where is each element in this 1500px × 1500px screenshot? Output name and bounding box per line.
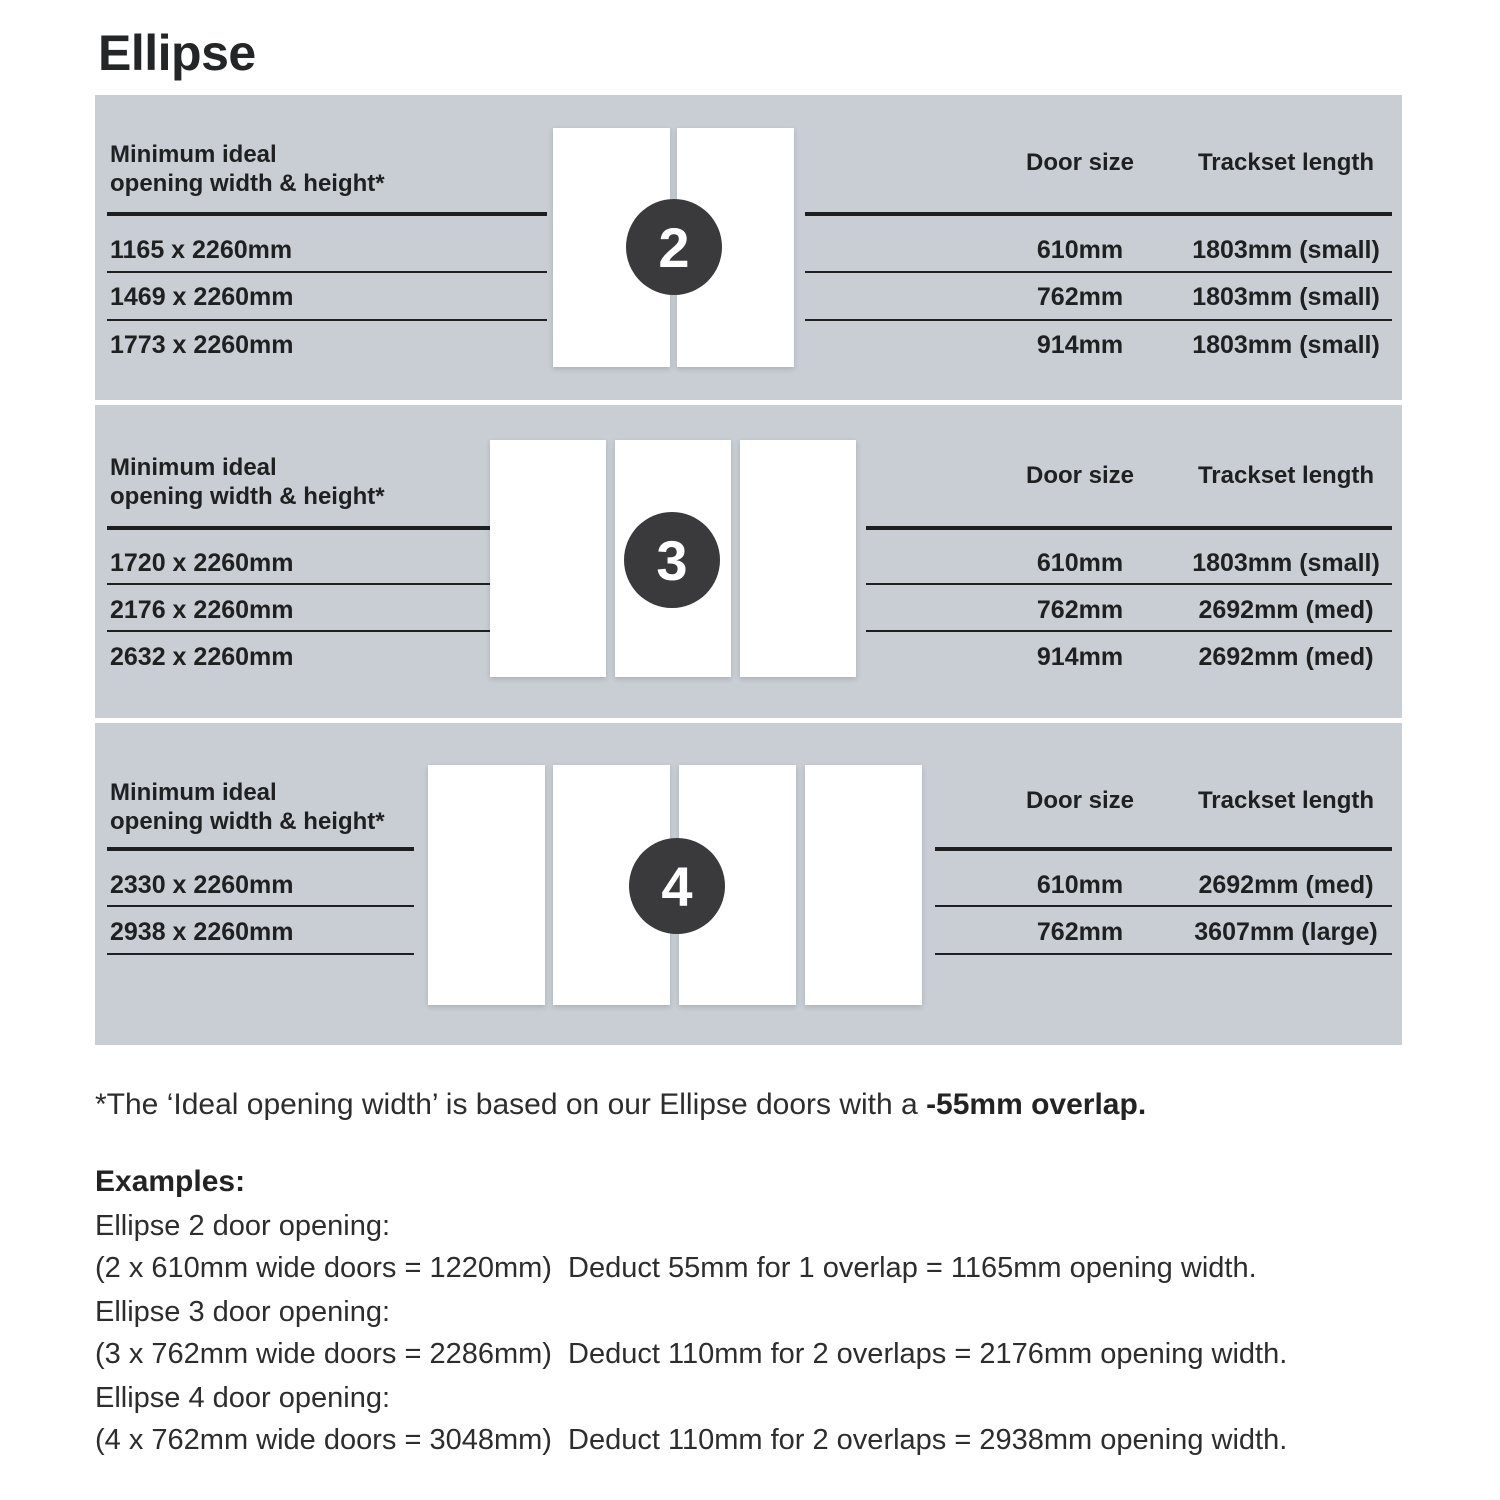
trackset-value: 3607mm (large) xyxy=(1194,918,1378,946)
row-rule xyxy=(107,953,414,955)
row-rule xyxy=(935,953,1392,955)
trackset-value: 1803mm (small) xyxy=(1192,236,1380,264)
door-panel xyxy=(428,765,545,1005)
footnote-bold: -55mm overlap. xyxy=(926,1088,1147,1121)
page-title: Ellipse xyxy=(98,25,256,81)
row-rule xyxy=(935,905,1392,907)
trackset-value: 2692mm (med) xyxy=(1198,596,1374,624)
opening-value: 2330 x 2260mm xyxy=(110,871,294,899)
trackset-length-header: Trackset length xyxy=(1197,462,1375,489)
opening-size-header-line1: Minimum ideal xyxy=(110,454,277,481)
door-panel xyxy=(805,765,922,1005)
example-detail: (4 x 762mm wide doors = 3048mm) Deduct 110mm for 2 overlaps = 2938mm opening width. xyxy=(95,1424,1288,1456)
section-4-door xyxy=(95,95,1402,1045)
door-count: 4 xyxy=(661,854,693,918)
door-size-value: 762mm xyxy=(1036,283,1124,311)
trackset-value: 1803mm (small) xyxy=(1192,331,1380,359)
example-detail: (2 x 610mm wide doors = 1220mm) Deduct 55mm for 1 overlap = 1165mm opening width. xyxy=(95,1252,1257,1284)
door-count: 2 xyxy=(658,215,690,279)
opening-value: 1165 x 2260mm xyxy=(110,236,293,264)
trackset-length-header: Trackset length xyxy=(1197,787,1375,814)
opening-value: 2632 x 2260mm xyxy=(110,643,294,671)
door-count-badge xyxy=(629,838,725,934)
example-label: Ellipse 2 door opening: xyxy=(95,1210,391,1242)
header-rule xyxy=(107,847,414,851)
opening-size-header-line1: Minimum ideal xyxy=(110,779,277,806)
opening-value: 2176 x 2260mm xyxy=(110,596,294,624)
opening-size-header-line2: opening width & height* xyxy=(110,808,385,835)
opening-value: 1720 x 2260mm xyxy=(110,549,294,577)
trackset-length-header: Trackset length xyxy=(1197,149,1375,176)
row-rule xyxy=(107,905,414,907)
footnote xyxy=(95,1088,1146,1122)
door-size-value: 914mm xyxy=(1036,643,1124,671)
door-size-header: Door size xyxy=(1025,149,1135,176)
trackset-value: 1803mm (small) xyxy=(1192,549,1380,577)
trackset-value: 2692mm (med) xyxy=(1198,643,1374,671)
header-rule xyxy=(935,847,1392,851)
opening-value: 1773 x 2260mm xyxy=(110,331,294,359)
door-size-header: Door size xyxy=(1025,462,1135,489)
opening-size-header-line1: Minimum ideal xyxy=(110,141,277,168)
door-size-value: 610mm xyxy=(1036,236,1124,264)
opening-size-header-line2: opening width & height* xyxy=(110,483,385,510)
door-size-value: 610mm xyxy=(1036,871,1124,899)
door-count: 3 xyxy=(656,528,688,592)
example-label: Ellipse 4 door opening: xyxy=(95,1382,391,1414)
footnote-text: *The ‘Ideal opening width’ is based on our Ellipse doors with a xyxy=(95,1088,927,1121)
example-label: Ellipse 3 door opening: xyxy=(95,1296,391,1328)
door-size-value: 610mm xyxy=(1036,549,1124,577)
opening-size-header-line2: opening width & height* xyxy=(110,170,385,197)
door-size-value: 914mm xyxy=(1036,331,1124,359)
example-detail: (3 x 762mm wide doors = 2286mm) Deduct 110mm for 2 overlaps = 2176mm opening width. xyxy=(95,1338,1288,1370)
door-size-value: 762mm xyxy=(1036,918,1124,946)
opening-value: 1469 x 2260mm xyxy=(110,283,294,311)
spec-panel xyxy=(95,95,1402,1045)
trackset-value: 2692mm (med) xyxy=(1198,871,1374,899)
trackset-value: 1803mm (small) xyxy=(1192,283,1380,311)
door-size-header: Door size xyxy=(1025,787,1135,814)
examples-heading: Examples: xyxy=(95,1165,246,1198)
opening-value: 2938 x 2260mm xyxy=(110,918,294,946)
door-size-value: 762mm xyxy=(1036,596,1124,624)
opening-size-header xyxy=(110,778,385,836)
